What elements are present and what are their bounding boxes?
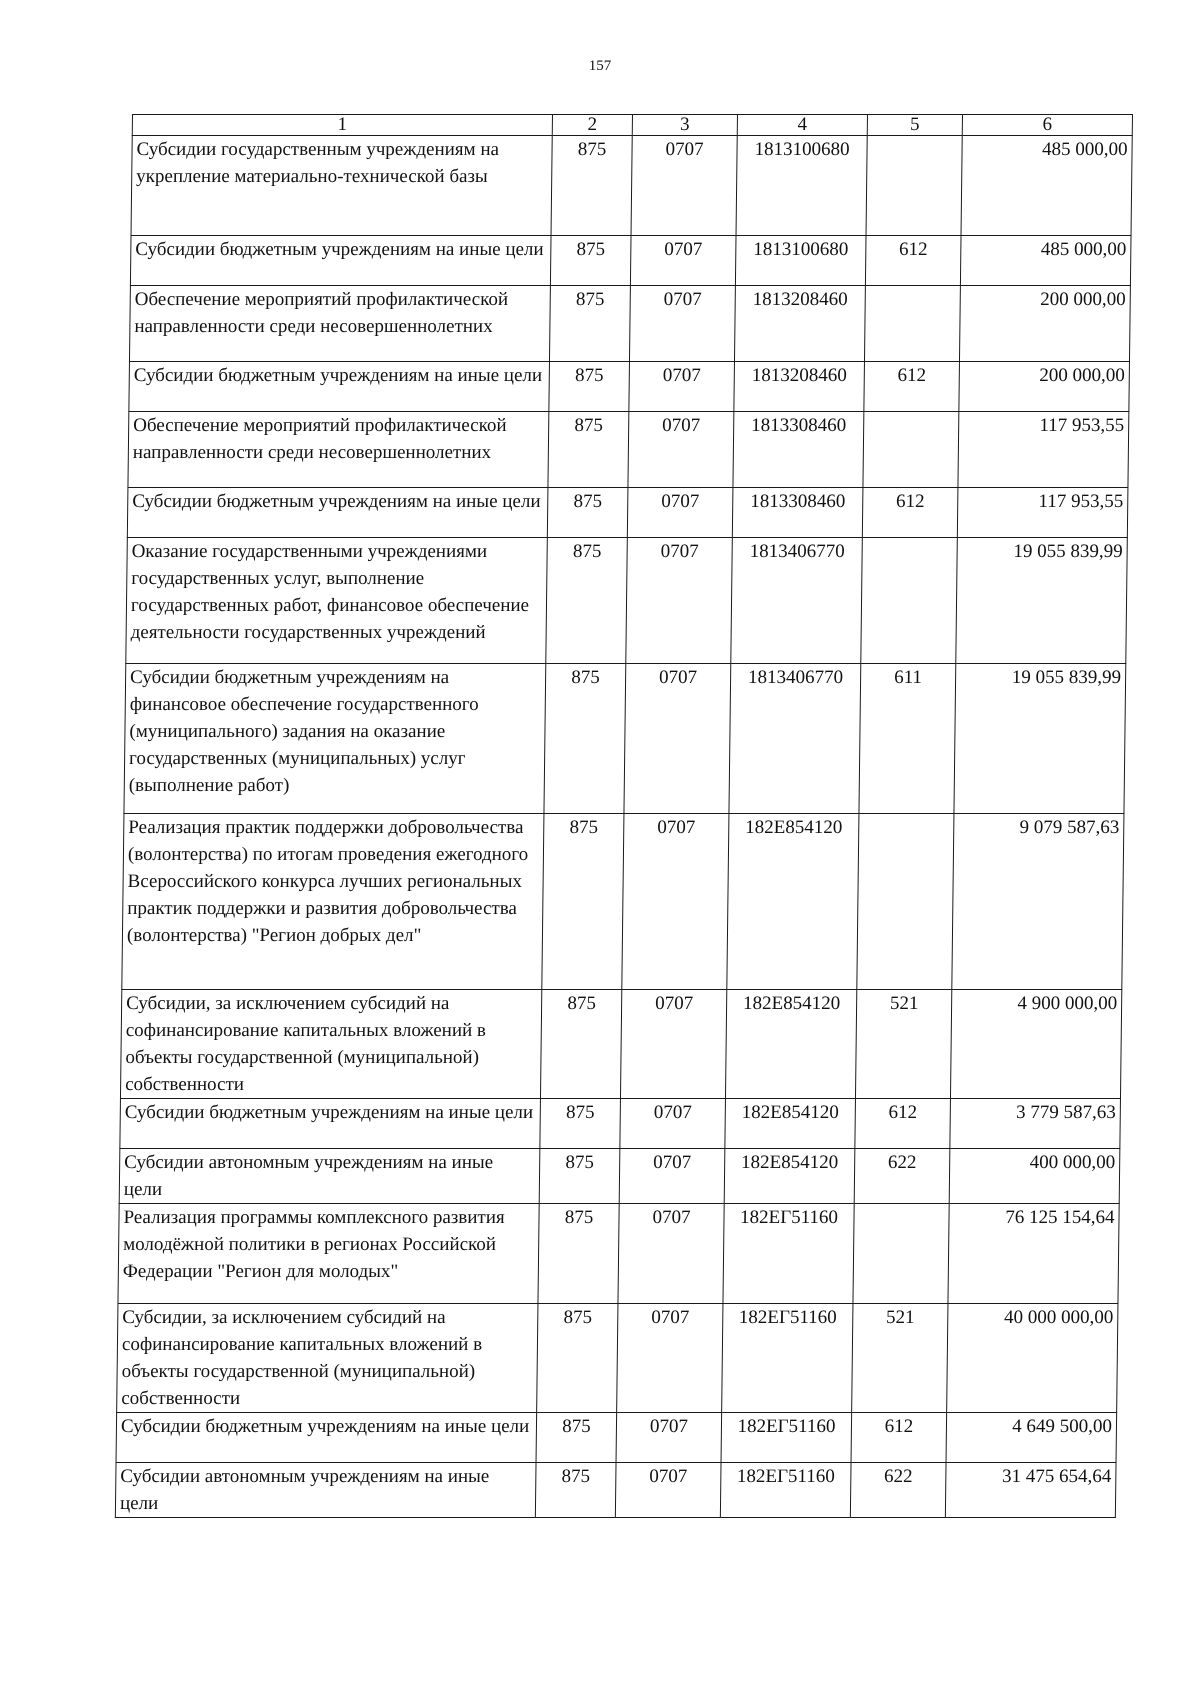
- cell-description: Субсидии автономным учреждениям на иные цели: [115, 1463, 536, 1518]
- cell-col-5: 521: [855, 990, 951, 1099]
- cell-col-2: 875: [544, 664, 626, 814]
- cell-amount: 485 000,00: [961, 136, 1132, 236]
- cell-amount: 76 125 154,64: [948, 1204, 1119, 1304]
- table-row: [122, 814, 1124, 990]
- cell-col-3: 0707: [629, 286, 735, 362]
- cell-amount: 9 079 587,63: [952, 814, 1124, 990]
- cell-description: Субсидии бюджетным учреждениям на иные цели: [130, 236, 551, 286]
- cell-description: Обеспечение мероприятий профилактической направленности среди несовершеннолетних: [129, 286, 550, 362]
- table-row: [131, 136, 1132, 236]
- cell-col-2: 875: [536, 1413, 617, 1463]
- cell-amount: 200 000,00: [959, 362, 1130, 412]
- cell-col-5: 622: [850, 1463, 946, 1518]
- cell-col-4: 182ЕГ51160: [722, 1304, 853, 1413]
- page-number: 157: [588, 58, 612, 74]
- cell-col-2: 875: [550, 236, 631, 286]
- cell-col-3: 0707: [618, 1204, 724, 1304]
- cell-description: Субсидии автономным учреждениям на иные цели: [119, 1149, 540, 1204]
- cell-description: Субсидии бюджетным учреждениям на иные цели: [116, 1413, 537, 1463]
- cell-description: Субсидии бюджетным учреждениям на иные цели: [127, 488, 548, 538]
- cell-description: Субсидии бюджетным учреждениям на иные цели: [120, 1099, 541, 1149]
- cell-col-4: 182ЕГ51160: [720, 1463, 851, 1518]
- cell-amount: 31 475 654,64: [945, 1463, 1116, 1518]
- table-row: [117, 1304, 1118, 1413]
- cell-col-4: 182E854120: [725, 990, 856, 1099]
- cell-col-5: 622: [854, 1149, 950, 1204]
- cell-description: Оказание государственными учреждениями государственных услуг, выполнение государственных работ, финансовое обеспечение деятельности государственных учреждений: [126, 538, 548, 664]
- cell-amount: 485 000,00: [960, 236, 1131, 286]
- cell-col-3: 0707: [629, 362, 735, 412]
- cell-col-4: 182ЕГ51160: [723, 1204, 854, 1304]
- cell-description: Субсидии государственным учреждениям на укрепление материально-технической базы: [131, 136, 552, 236]
- budget-table-container: [115, 114, 1132, 1518]
- column-header-1: 1: [132, 115, 552, 136]
- cell-col-4: 1813308460: [733, 412, 864, 488]
- column-header-2: 2: [552, 115, 632, 136]
- table-row: [124, 664, 1126, 814]
- cell-col-2: 875: [535, 1463, 616, 1518]
- cell-col-2: 875: [546, 538, 628, 664]
- header-row: [132, 115, 1132, 136]
- cell-col-4: 1813208460: [734, 362, 865, 412]
- cell-col-5: 612: [851, 1413, 947, 1463]
- table-row: [119, 1149, 1120, 1204]
- cell-col-3: 0707: [620, 990, 726, 1099]
- cell-amount: 200 000,00: [959, 286, 1130, 362]
- table-row: [126, 538, 1128, 664]
- cell-col-4: 1813208460: [734, 286, 865, 362]
- table-row: [120, 990, 1121, 1099]
- cell-col-5: 611: [859, 664, 956, 814]
- cell-amount: 117 953,55: [957, 488, 1128, 538]
- cell-col-4: 182E854120: [724, 1149, 855, 1204]
- cell-amount: 40 000 000,00: [947, 1304, 1118, 1413]
- cell-col-2: 875: [549, 362, 630, 412]
- cell-col-5: 521: [852, 1304, 948, 1413]
- cell-col-3: 0707: [615, 1463, 721, 1518]
- cell-col-5: 612: [855, 1099, 951, 1149]
- cell-col-4: 1813100680: [736, 136, 867, 236]
- cell-col-3: 0707: [619, 1149, 725, 1204]
- table-row: [128, 412, 1129, 488]
- table-row: [130, 236, 1131, 286]
- cell-description: Субсидии, за исключением субсидий на софинансирование капитальных вложений в объекты государственной (муниципальной) собственности: [117, 1304, 538, 1413]
- cell-col-4: 182ЕГ51160: [721, 1413, 852, 1463]
- cell-col-5: 612: [864, 362, 960, 412]
- cell-description: Реализация программы комплексного развития молодёжной политики в регионах Российской Федерации "Регион для молодых": [118, 1204, 539, 1304]
- cell-amount: 4 900 000,00: [950, 990, 1121, 1099]
- cell-col-3: 0707: [617, 1304, 723, 1413]
- cell-col-5: [864, 286, 960, 362]
- cell-col-4: 182E854120: [727, 814, 859, 990]
- cell-col-4: 182E854120: [725, 1099, 856, 1149]
- cell-col-2: 875: [537, 1304, 618, 1413]
- table-row: [129, 362, 1130, 412]
- table-row: [127, 488, 1128, 538]
- cell-col-5: [861, 538, 958, 664]
- cell-col-5: 612: [865, 236, 961, 286]
- cell-description: Субсидии бюджетным учреждениям на иные цели: [129, 362, 550, 412]
- column-header-5: 5: [867, 115, 962, 136]
- cell-col-4: 1813100680: [735, 236, 866, 286]
- cell-col-4: 1813406770: [729, 664, 861, 814]
- cell-col-3: 0707: [624, 664, 731, 814]
- cell-col-2: 875: [540, 990, 621, 1099]
- cell-amount: 19 055 839,99: [954, 664, 1126, 814]
- cell-col-2: 875: [540, 1099, 621, 1149]
- table-row: [115, 1463, 1116, 1518]
- cell-col-5: [866, 136, 962, 236]
- table-body: [115, 136, 1132, 1518]
- cell-col-3: 0707: [628, 412, 734, 488]
- column-header-6: 6: [962, 115, 1132, 136]
- cell-amount: 4 649 500,00: [946, 1413, 1117, 1463]
- cell-col-3: 0707: [627, 488, 733, 538]
- cell-col-4: 1813406770: [731, 538, 863, 664]
- cell-col-2: 875: [551, 136, 632, 236]
- cell-col-2: 875: [538, 1204, 619, 1304]
- cell-col-2: 875: [542, 814, 624, 990]
- cell-col-3: 0707: [630, 236, 736, 286]
- table-row: [129, 286, 1130, 362]
- cell-description: Субсидии, за исключением субсидий на софинансирование капитальных вложений в объекты государственной (муниципальной) собственности: [120, 990, 541, 1099]
- cell-col-3: 0707: [622, 814, 729, 990]
- cell-description: Субсидии бюджетным учреждениям на финансовое обеспечение государственного (муниципального) задания на оказание государственных (муниципальных) услуг (выполнение работ): [124, 664, 546, 814]
- column-header-4: 4: [737, 115, 867, 136]
- cell-col-3: 0707: [620, 1099, 726, 1149]
- cell-amount: 117 953,55: [958, 412, 1129, 488]
- cell-col-2: 875: [549, 286, 630, 362]
- cell-col-5: [853, 1204, 949, 1304]
- budget-table: [115, 114, 1133, 1518]
- column-header-3: 3: [632, 115, 737, 136]
- cell-col-2: 875: [539, 1149, 620, 1204]
- cell-col-3: 0707: [626, 538, 733, 664]
- table-row: [116, 1413, 1117, 1463]
- cell-amount: 19 055 839,99: [956, 538, 1128, 664]
- cell-amount: 400 000,00: [949, 1149, 1120, 1204]
- cell-col-2: 875: [547, 488, 628, 538]
- cell-col-5: [863, 412, 959, 488]
- cell-col-5: [857, 814, 954, 990]
- table-row: [118, 1204, 1119, 1304]
- cell-col-5: 612: [862, 488, 958, 538]
- cell-description: Реализация практик поддержки добровольчества (волонтерства) по итогам проведения ежегодного Всероссийского конкурса лучших региональных практик поддержки и развития добровольчества (волонтерства) "Регион добрых дел": [122, 814, 544, 990]
- cell-col-3: 0707: [616, 1413, 722, 1463]
- cell-description: Обеспечение мероприятий профилактической направленности среди несовершеннолетних: [128, 412, 549, 488]
- cell-amount: 3 779 587,63: [950, 1099, 1121, 1149]
- cell-col-3: 0707: [631, 136, 737, 236]
- cell-col-2: 875: [548, 412, 629, 488]
- table-row: [120, 1099, 1121, 1149]
- cell-col-4: 1813308460: [732, 488, 863, 538]
